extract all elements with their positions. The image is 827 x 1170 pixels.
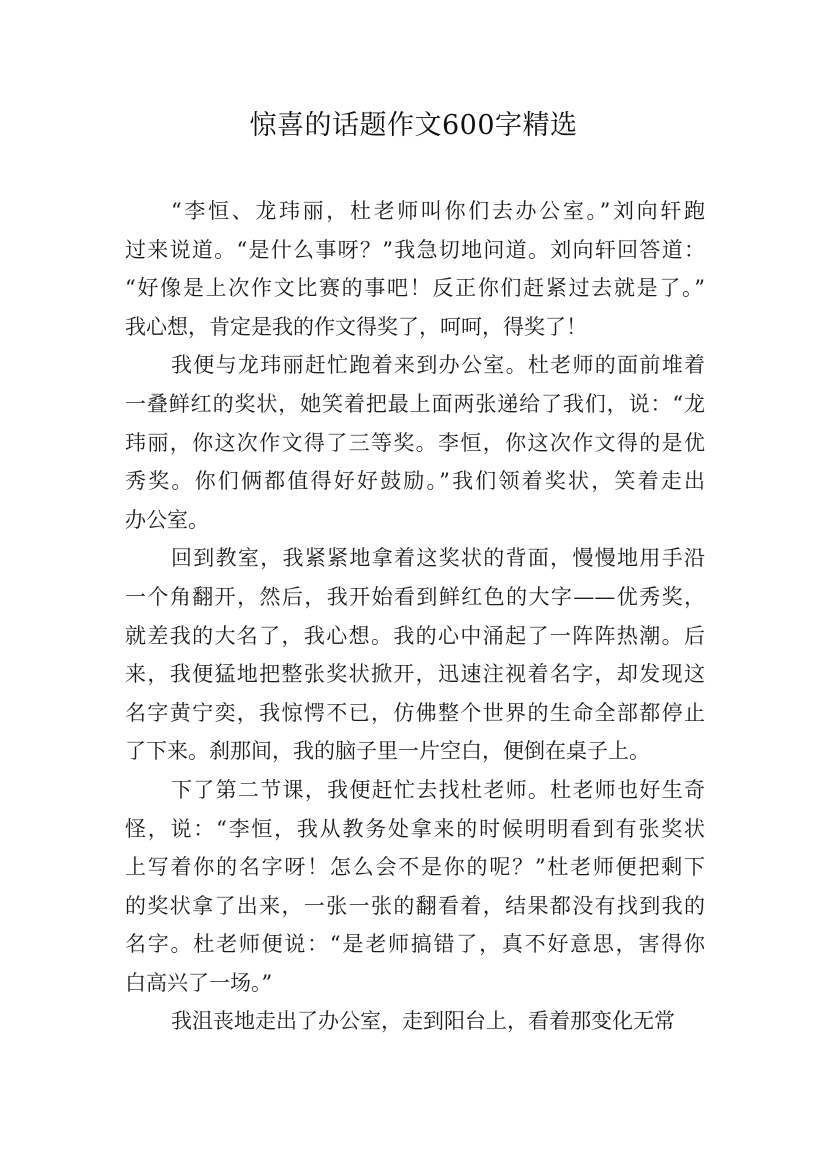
text-line: 就差我的大名了，我心想。我的心中涌起了一阵阵热潮。后 <box>125 623 705 648</box>
text-line: 怪，说：“李恒，我从教务处拿来的时候明明看到有张奖状 <box>125 816 705 841</box>
text-line: 的奖状拿了出来，一张一张的翻看着，结果都没有找到我的 <box>125 893 705 918</box>
text-line: 下了第二节课，我便赶忙去找杜老师。杜老师也好生奇 <box>171 777 705 802</box>
text-line: 白高兴了一场。” <box>125 970 273 995</box>
text-line: 一叠鲜红的奖状，她笑着把最上面两张递给了我们，说：“龙 <box>125 391 705 416</box>
text-line: 名字黄宁奕，我惊愕不已，仿佛整个世界的生命全部都停止 <box>125 700 705 725</box>
text-line: 我沮丧地走出了办公室，走到阳台上，看着那变化无常 <box>171 1009 675 1034</box>
text-line: 一个角翻开，然后，我开始看到鲜红色的大字——优秀奖， <box>125 584 705 609</box>
text-line: 了下来。刹那间，我的脑子里一片空白，便倒在桌子上。 <box>125 739 650 764</box>
document-title: 惊喜的话题作文600字精选 <box>249 110 578 141</box>
text-line: 我便与龙玮丽赶忙跑着来到办公室。杜老师的面前堆着 <box>171 353 705 378</box>
text-line: 名字。杜老师便说：“是老师搞错了，真不好意思，害得你 <box>125 932 705 957</box>
text-line: 我心想，肯定是我的作文得奖了，呵呵，得奖了！ <box>125 314 587 339</box>
text-line: 回到教室，我紧紧地拿着这奖状的背面，慢慢地用手沿 <box>171 546 705 571</box>
text-line: 过来说道。“是什么事呀？”我急切地问道。刘向轩回答道： <box>125 237 705 262</box>
text-line: 玮丽，你这次作文得了三等奖。李恒，你这次作文得的是优 <box>125 430 705 455</box>
text-line: 上写着你的名字呀！怎么会不是你的呢？”杜老师便把剩下 <box>125 855 705 880</box>
document-body <box>125 192 705 1041</box>
text-line: “李恒、龙玮丽，杜老师叫你们去办公室。”刘向轩跑 <box>171 199 705 223</box>
text-line: 办公室。 <box>125 507 209 532</box>
text-line: 来，我便猛地把整张奖状掀开，迅速注视着名字，却发现这 <box>125 662 705 687</box>
text-line: “好像是上次作文比赛的事吧！反正你们赶紧过去就是了。” <box>125 276 705 301</box>
text-line: 秀奖。你们俩都值得好好鼓励。”我们领着奖状，笑着走出 <box>125 469 705 494</box>
